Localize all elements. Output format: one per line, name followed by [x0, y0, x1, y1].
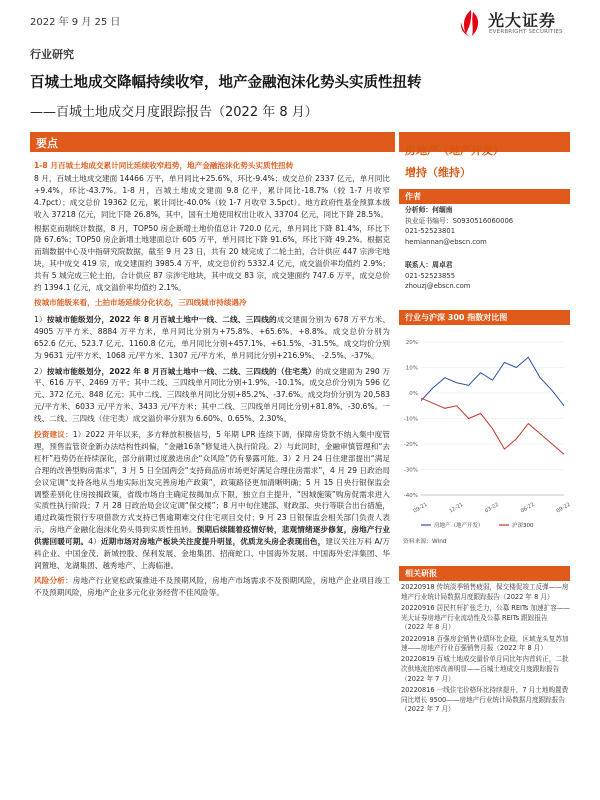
x-tick-label: 12-21: [448, 501, 465, 515]
y-tick-label: -20%: [403, 442, 418, 448]
analyst-license: 执业证书编号：S0930516060006: [405, 216, 514, 225]
city-tier-item-2: [34, 366, 390, 426]
x-tick-label: 09-22: [555, 501, 570, 515]
chart-svg: [399, 330, 570, 550]
item-2-lead: 按城市能级划分，2022 年 8 月百城土地中一线、二线、三四线的（住宅类）: [46, 366, 316, 376]
index-comparison-chart: [399, 330, 570, 550]
summary-bar: [30, 132, 395, 152]
related-report-item[interactable]: 20220918 百强房企销售业绩环比企稳，区域龙头复苏加速——房地产行业百强销售月报（2022 年 8 月）: [401, 634, 569, 653]
related-report-item[interactable]: 20220916 居民杠杆扩张乏力，公募 REITs 加速扩容——光大证券房地产行业流动性及公募 REITs 跟踪报告（2022 年 8 月）: [401, 603, 571, 632]
city-tier-item-1: [34, 314, 390, 362]
report-date: 2022 年 9 月 25 日: [30, 17, 121, 28]
series-line: [421, 357, 564, 405]
brand-name-en: EVERBRIGHT SECURITIES: [489, 29, 563, 35]
related-report-item[interactable]: 20220819 百城土地成交量价单月同比年内首转正，二批次供地流拍率改善明显——百城土地成交月度跟踪报告（2022 年 7 月）: [401, 655, 569, 683]
investment-bold: 预期后续随着疫情好转，悲观情绪逐步修复，房地产行业供需回暖可期。: [34, 525, 391, 547]
report-subtitle: ——百城土地成交月度跟踪报告（2022 年 8 月）: [30, 105, 318, 120]
main-content: [34, 160, 390, 600]
investment-tail: 建议关注万科 A/万科企业、中国金茂、新城控股、保利发展、金地集团、招商蛇口、中国海外发展、中国海外宏洋集团、华润置地、龙湖集团、越秀地产、上海临港。: [34, 537, 391, 570]
rating-block: [405, 140, 504, 184]
contact-block: [405, 260, 570, 292]
investment-num4: 4）: [88, 537, 101, 547]
y-tick-label: -30%: [403, 467, 418, 474]
legend-label: 房地产（地产开发）: [434, 523, 484, 529]
series-line: [421, 398, 564, 454]
analyst-phone: 021-52523801: [405, 227, 456, 235]
x-tick-label: 06-22: [519, 501, 536, 515]
chart-source: 资料来源：Wind: [403, 539, 447, 545]
contact-email[interactable]: zhouzj@ebscn.com: [405, 282, 471, 290]
investment-text: 1）2022 开年以来，多方释放积极信号，5 年期 LPR 连续下调，保障房贷款不纳入集中度管理，预售监管资金新办法结构性纠偏，“金融16条”修复进入执行阶段。2）与此同时，金融审慎管理和“去杠杆”趋势仍在持续深化，部分前期过度激进房企“众风险”仍有暴露可能。3）2 月 24 日住建部提出“满足合理的改善型购房需求”，3 月 5 日全国两会“支持商品房市场更好满足合理住房需求”，4 月 29 日政治局会议定调“支持各地从当地实际出发完善房地产政策”，政策路径更加清晰明确；5 月 15 日央行银保监会调整差别化住房按揭政策，省级市场自主确定按揭加点下限，独立自主提升，“因城施策”购房促需求进入实质性执行阶段；7 月 28 日政治局会议定调“保交楼”；8 月中旬住建部、财政部、央行等联合出台措施，通过政策性银行专项借款方式支持已售逾期难交付住宅项目交付；9 月 23 日银保监会相关部门负责人表示，房地产金融化泡沫化势头得到实质性扭转。: [34, 430, 390, 535]
y-tick-label: 0%: [409, 391, 418, 397]
investment-bold-2: 近期市场对房地产板块关注度提升明显，优质龙头房企表现出色，: [100, 537, 326, 547]
investment-advice: [34, 429, 390, 572]
author-header: 作者: [399, 189, 570, 204]
author-block: [405, 205, 570, 247]
analyst-email[interactable]: hemiannan@ebscn.com: [405, 237, 487, 246]
key-headline: 1-8 月百城土地成交累计同比延续收窄趋势，地产金融泡沫化势头实质性扭转: [34, 161, 294, 170]
risk-label: 风险分析：: [34, 575, 73, 585]
item-1-text: 成交建面分别为 678 万平方米、4905 万平方米、8884 万平方米，单月同比分别为+75.8%、+65.6%、+8.8%。成交总价分别为 652.6 亿元、523.7 亿元、1160.8 亿元，单月同比分别+457.1%、+61.5%、-31.5%。成交均价分别为 9631 元/平方米、1068 元/平方米、1307 元/平方米，单月同比分别+216.9%、 -2.5%、-37%。: [34, 314, 390, 360]
investment-label: 投资建议：: [34, 430, 73, 440]
x-tick-label: 09-21: [412, 501, 429, 515]
y-tick-label: -10%: [403, 416, 418, 423]
analyst-name: 分析师：何缅南: [405, 206, 453, 214]
rating-view: 增持（维持）: [405, 166, 471, 179]
item-2-text: 的成交建面为 290 万平、616 万平、2469 万平；其中二线、三四线单月同比分别+1.9%、-10.1%。成交总价分别为 596 亿元、372 亿元、848 亿元；其中二线、三四线单月同比分别+85.2%、-37.6%。成交均价分别为 20,583 元/平方米、6033 元/平方米、3433 元/平方米；其中二线、三四线单月同比分别+81.8%、-30.6%。一线、二线、三四线（住宅类）成交溢价率分别为 6.60%、0.65%、2.30%。: [34, 366, 390, 424]
paragraph-land-transactions: 8 月，百城土地成交建面 14466 万平，单月同比+25.6%，环比-9.4%；成交总价 2337 亿元，单月同比+9.4%，环比-43.7%。1-8 月，百城土地成交建面 9.8 亿平，累计同比-18.7%（较 1-7 月收窄 4.7pct）；成交总价 19362 亿元，累计同比-40.0%（较 1-7 月收窄 3.5pct）。地方政府性基金预算本级收入 37218 亿元，同比下降 26.8%，其中，国有土地使用权出让收入 33704 亿元，同比下降 28.5%。: [34, 174, 390, 220]
item-1-lead: 按城市能级划分，2022 年 8 月百城土地中一线、二线、三四线的: [46, 314, 277, 324]
item-1-number: 1）: [34, 314, 47, 324]
chart-header: 行业与沪深 300 指数对比图: [399, 310, 570, 325]
rating-sector: 房地产（地产开发）: [405, 144, 504, 157]
city-tier-headline: 按城市能级来看，土拍市场延续分化状态，三四线城市持续遇冷: [34, 297, 247, 307]
risk-text: 房地产行业宽松政策推进不及预期风险，房地产市场需求不及预期风险，房地产企业项目竣工不及预期风险，房地产企业多元化业务经营不佳风险等。: [34, 575, 391, 597]
y-tick-label: -40%: [403, 493, 418, 499]
related-report-item[interactable]: 20220918 传统淡季销售疲弱，保交楼促竣工反弹——房地产行业统计局数据月度跟踪报告（2022 年 8 月）: [401, 583, 569, 601]
related-reports: [401, 583, 570, 717]
paragraph-top50: 根据克而瑞统计数据，8 月，TOP50 房企新增土地价值总计 720.0 亿元，单月同比下降 81.4%，环比下降 67.6%；TOP50 房企新增土地建面总计 605 万平，单月同比下降 91.6%，环比下降 49.2%。根据克而瑞数据中心及中指研究院数据，截至 9 月 23 日，共有 20 城完成了二轮土拍，合计供应 447 宗涉宅地块，其中成交 419 宗，成交建面约 3985.4 万平，成交总价约 5332.4 亿元，成交溢价率均值约 2.9%；共有 5 城完成三轮土拍，合计供应 87 宗涉宅地块，其中成交 83 宗，成交建面约 747.6 万平，成交总价约 1394.1 亿元，成交溢价率均值约 2.1%。: [34, 223, 390, 293]
x-tick-label: 03-22: [483, 501, 501, 515]
y-tick-label: 20%: [405, 340, 418, 346]
contact-phone: 021-52523855: [405, 271, 456, 280]
legend-label: 沪深300: [512, 523, 534, 529]
report-title: 百城土地成交降幅持续收窄，地产金融泡沫化势头实质性扭转: [30, 75, 422, 91]
section-label: 行业研究: [30, 48, 74, 61]
related-report-item[interactable]: 20220816 一线住宅价格环比持续提升，7 月土地购置费同比增长 9500——房地产行业统计局数据月度跟踪报告（2022 年 7 月）: [401, 686, 569, 714]
related-header: 相关研报: [399, 566, 570, 581]
brand-name: 光大证券: [488, 11, 557, 30]
y-tick-label: 10%: [405, 365, 418, 372]
contact-name: 联系人：周卓君: [405, 261, 453, 269]
summary-label: 要点: [36, 137, 58, 150]
brand-logo-icon: [458, 8, 484, 38]
brand-logo: [458, 8, 573, 38]
risk-analysis: [34, 575, 390, 599]
item-2-number: 2）: [34, 366, 47, 376]
